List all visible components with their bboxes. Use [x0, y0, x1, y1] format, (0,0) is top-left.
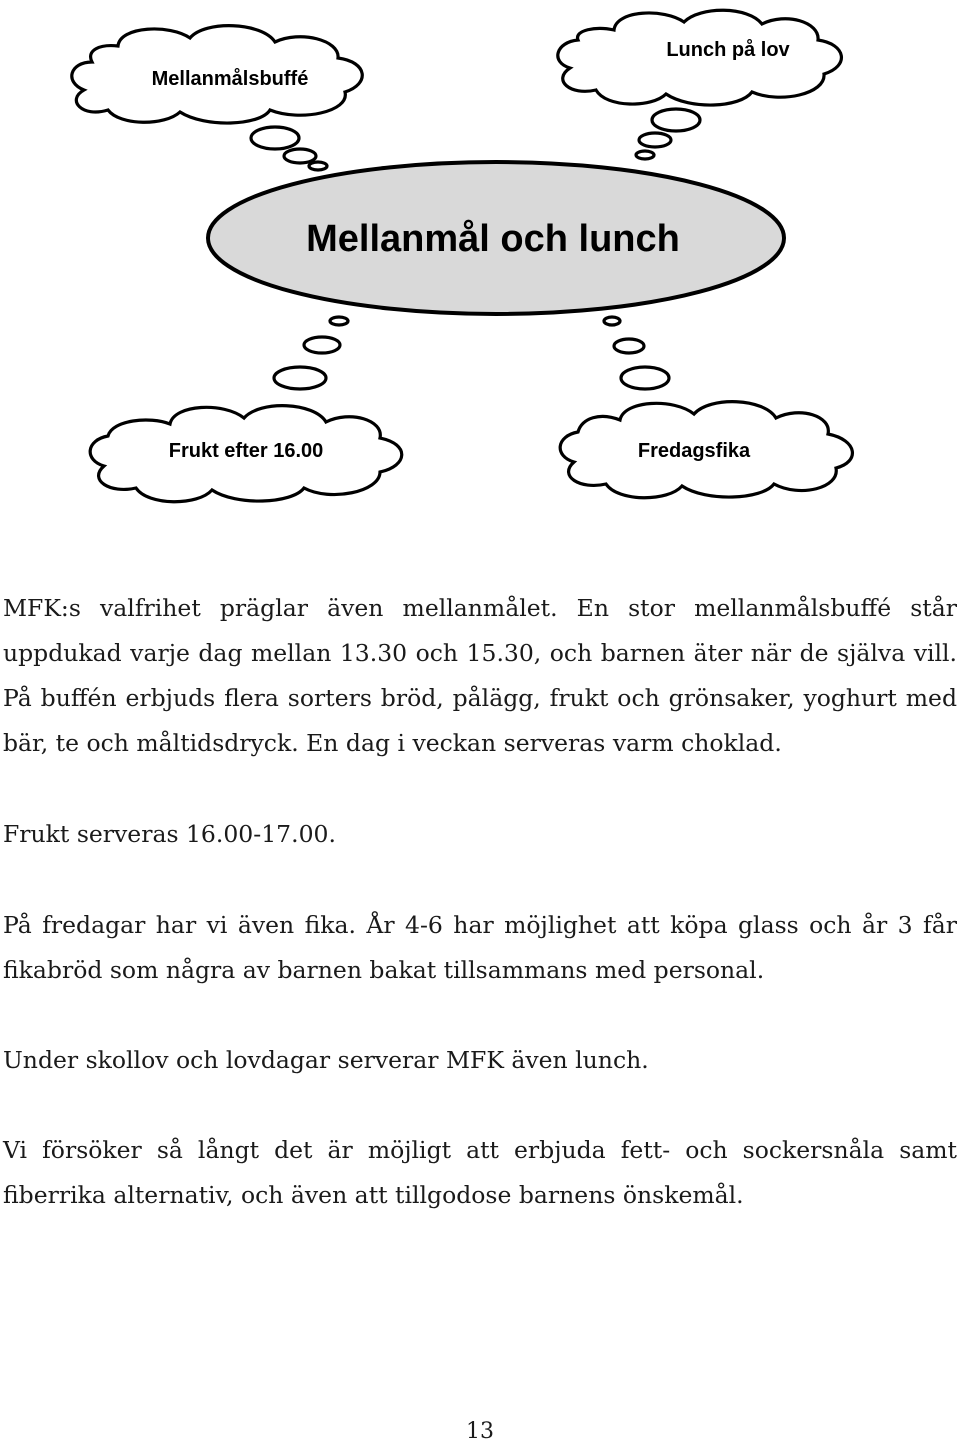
page-number: 13 [466, 1419, 494, 1444]
cloud-mellanmalsbuffe [72, 26, 362, 123]
cloud-label-frukt-efter-1600: Frukt efter 16.00 [168, 440, 324, 462]
thought-bubble [639, 133, 671, 147]
thought-bubble [604, 317, 620, 325]
thought-bubble [636, 151, 654, 159]
cloud-fredagsfika [560, 402, 852, 498]
central-topic-title: Mellanmål och lunch [306, 218, 680, 260]
mind-map-diagram [0, 0, 960, 540]
paragraph-frukt: Frukt serveras 16.00-17.00. [3, 820, 336, 848]
cloud-label-fredagsfika: Fredagsfika [637, 440, 751, 462]
thought-bubble [274, 367, 326, 389]
paragraph-fredagsfika: På fredagar har vi även fika. År 4-6 har möjlighet att köpa glass och år 3 får fikabröd som några av barnen bakat tillsammans med personal. [3, 911, 957, 984]
thought-bubble [621, 367, 669, 389]
paragraph-lunch: Under skollov och lovdagar serverar MFK även lunch. [3, 1046, 649, 1074]
cloud-lunch-pa-lov [558, 10, 842, 105]
thought-bubble [652, 109, 700, 131]
thought-bubble [330, 317, 348, 325]
thought-bubble [284, 149, 316, 163]
thought-bubble [251, 127, 299, 149]
thought-bubble [304, 337, 340, 353]
paragraph-mellanmal: MFK:s valfrihet präglar även mellanmålet. En stor mellanmålsbuffé står uppdukad varje dag mellan 13.30 och 15.30, och barnen äter när de själva vill. På buffén erbjuds flera sorters bröd, pålägg, frukt och grönsaker, yoghurt med bär, te och måltidsdryck. En dag i veckan serveras varm choklad. [3, 594, 957, 757]
cloud-label-lunch-pa-lov: Lunch på lov [666, 39, 790, 61]
thought-bubble [309, 162, 327, 170]
cloud-label-mellanmalsbuffe: Mellanmålsbuffé [151, 68, 309, 90]
thought-bubble [614, 339, 644, 353]
cloud-frukt-efter-1600 [90, 406, 402, 502]
paragraph-alternativ: Vi försöker så långt det är möjligt att erbjuda fett- och sockersnåla samt fiberrika alternativ, och även att tillgodose barnens önskemål. [3, 1136, 957, 1209]
